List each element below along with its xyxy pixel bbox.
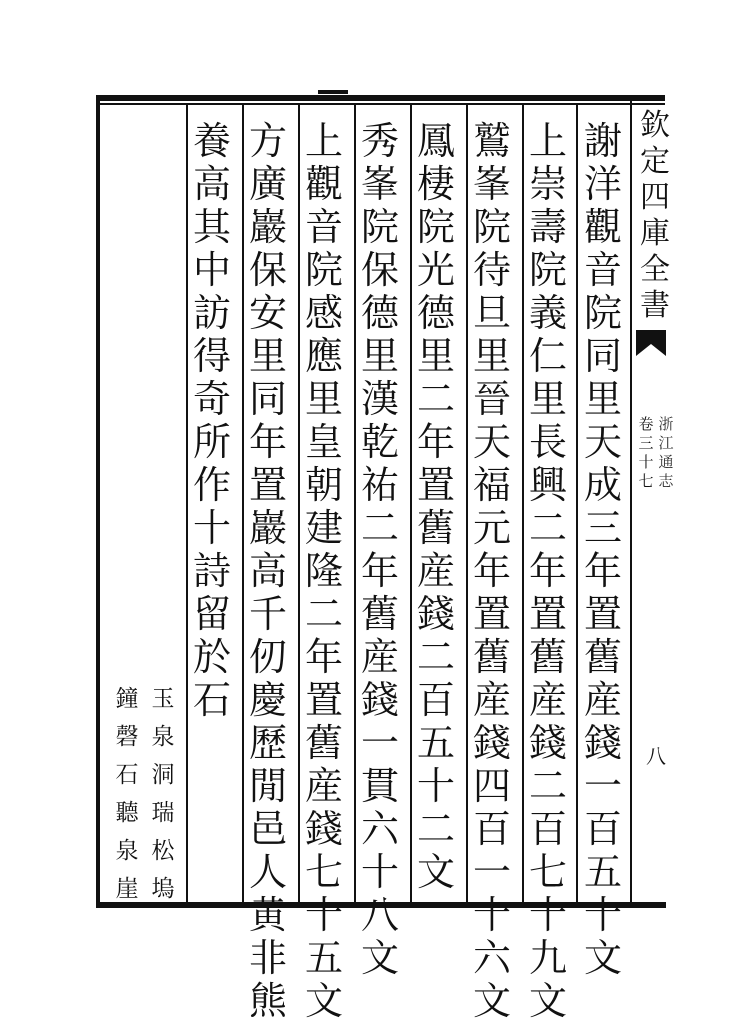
- text-column-4: [414, 120, 458, 894]
- character: 福: [472, 463, 511, 507]
- character: 定: [640, 144, 670, 179]
- character: 棲: [416, 162, 455, 206]
- text-column-1: [581, 120, 625, 980]
- character: 建: [304, 506, 343, 550]
- character: 文: [416, 850, 455, 894]
- character: 石: [115, 762, 139, 788]
- character: 磬: [115, 724, 139, 750]
- character: 祐: [360, 463, 399, 507]
- character: 文: [304, 979, 343, 1023]
- text-column-2: [526, 120, 570, 1023]
- character: 得: [192, 334, 231, 378]
- character: 峯: [360, 162, 399, 206]
- character: 一: [583, 764, 622, 808]
- character: 十: [583, 893, 622, 937]
- character: 産: [583, 678, 622, 722]
- character: 於: [192, 635, 231, 679]
- character: 八: [360, 893, 399, 937]
- text-column-3: [470, 120, 514, 1023]
- character: 漢: [360, 377, 399, 421]
- fishtail-mark-icon: [636, 330, 666, 360]
- character: 中: [192, 248, 231, 292]
- character: 洞: [151, 762, 175, 788]
- character: 崇: [528, 162, 567, 206]
- character: 安: [248, 291, 287, 335]
- character: 年: [360, 549, 399, 593]
- character: 二: [360, 506, 399, 550]
- character: 同: [248, 377, 287, 421]
- character: 院: [472, 205, 511, 249]
- character: 朝: [304, 463, 343, 507]
- character: 旦: [472, 291, 511, 335]
- character: 年: [416, 420, 455, 464]
- character: 松: [151, 838, 175, 864]
- character: 十: [416, 764, 455, 808]
- character: 觀: [304, 162, 343, 206]
- frame-top-border: [100, 95, 665, 101]
- character: 留: [192, 592, 231, 636]
- book-subtitle: [656, 415, 676, 491]
- character: 方: [248, 119, 287, 163]
- column-divider: [186, 103, 188, 903]
- character: 光: [416, 248, 455, 292]
- character: 十: [472, 893, 511, 937]
- character: 十: [360, 850, 399, 894]
- character: 義: [528, 291, 567, 335]
- character: 里: [416, 334, 455, 378]
- character: 成: [583, 463, 622, 507]
- character: 置: [248, 463, 287, 507]
- character: 興: [528, 463, 567, 507]
- character: 崖: [115, 876, 139, 902]
- character: 作: [192, 463, 231, 507]
- character: 二: [528, 764, 567, 808]
- character: 詩: [192, 549, 231, 593]
- character: 待: [472, 248, 511, 292]
- text-column-5: [358, 120, 402, 980]
- character: 七: [528, 850, 567, 894]
- character: 舊: [583, 635, 622, 679]
- character: 年: [248, 420, 287, 464]
- character: 壽: [528, 205, 567, 249]
- character: 錢: [583, 721, 622, 765]
- character: 庫: [640, 216, 670, 251]
- character: 四: [640, 180, 670, 215]
- character: 産: [360, 635, 399, 679]
- character: 舊: [472, 635, 511, 679]
- character: 保: [360, 248, 399, 292]
- character: 聽: [115, 800, 139, 826]
- character: 産: [304, 764, 343, 808]
- character: 長: [528, 420, 567, 464]
- character: 高: [192, 162, 231, 206]
- margin-rule: [630, 100, 632, 906]
- character: 閒: [248, 764, 287, 808]
- column-divider: [522, 103, 524, 903]
- character: 舊: [528, 635, 567, 679]
- character: 上: [528, 119, 567, 163]
- character: 卷: [638, 415, 654, 433]
- character: 二: [528, 506, 567, 550]
- character: 院: [528, 248, 567, 292]
- character: 百: [528, 807, 567, 851]
- character: 志: [658, 472, 674, 490]
- character: 錢: [472, 721, 511, 765]
- character: 德: [360, 291, 399, 335]
- column-divider: [576, 103, 578, 903]
- text-column-8: [190, 120, 234, 722]
- character: 百: [472, 807, 511, 851]
- character: 峯: [472, 162, 511, 206]
- character: 百: [416, 678, 455, 722]
- character: 十: [304, 893, 343, 937]
- character: 皇: [304, 420, 343, 464]
- text-column-7: [246, 120, 290, 1023]
- character: 洋: [583, 162, 622, 206]
- character: 十: [528, 893, 567, 937]
- character: 德: [416, 291, 455, 335]
- annotation-line-2: [112, 680, 142, 908]
- character: 泉: [151, 724, 175, 750]
- character: 六: [360, 807, 399, 851]
- character: 奇: [192, 377, 231, 421]
- column-divider: [410, 103, 412, 903]
- character: 仞: [248, 635, 287, 679]
- character: 鳳: [416, 119, 455, 163]
- character: 二: [416, 635, 455, 679]
- character: 里: [248, 334, 287, 378]
- character: 置: [583, 592, 622, 636]
- character: 天: [472, 420, 511, 464]
- column-divider: [354, 103, 356, 903]
- character: 置: [416, 463, 455, 507]
- character: 百: [583, 807, 622, 851]
- character: 置: [304, 678, 343, 722]
- character: 塢: [151, 876, 175, 902]
- character: 舊: [416, 506, 455, 550]
- character: 千: [248, 592, 287, 636]
- character: 錢: [528, 721, 567, 765]
- character: 二: [416, 807, 455, 851]
- character: 七: [638, 472, 654, 490]
- character: 産: [528, 678, 567, 722]
- character: 院: [583, 291, 622, 335]
- character: 三: [583, 506, 622, 550]
- character: 四: [472, 764, 511, 808]
- character: 文: [472, 979, 511, 1023]
- character: 巖: [248, 205, 287, 249]
- character: 十: [638, 453, 654, 471]
- character: 文: [528, 979, 567, 1023]
- character: 二: [416, 377, 455, 421]
- character: 通: [658, 453, 674, 471]
- character: 里: [304, 377, 343, 421]
- character: 錢: [360, 678, 399, 722]
- character: 仁: [528, 334, 567, 378]
- character: 産: [472, 678, 511, 722]
- character: 五: [416, 721, 455, 765]
- character: 巖: [248, 506, 287, 550]
- character: 感: [304, 291, 343, 335]
- character: 七: [304, 850, 343, 894]
- character: 舊: [304, 721, 343, 765]
- character: 里: [360, 334, 399, 378]
- character: 院: [304, 248, 343, 292]
- character: 浙: [658, 415, 674, 433]
- character: 元: [472, 506, 511, 550]
- character: 年: [583, 549, 622, 593]
- character: 江: [658, 434, 674, 452]
- character: 其: [192, 205, 231, 249]
- character: 六: [472, 936, 511, 980]
- text-column-6: [302, 120, 346, 1023]
- character: 歷: [248, 721, 287, 765]
- character: 石: [192, 678, 231, 722]
- frame-top-inner-border: [100, 103, 665, 105]
- frame-left-border: [96, 95, 100, 908]
- character: 舊: [360, 592, 399, 636]
- character: 産: [416, 549, 455, 593]
- character: 天: [583, 420, 622, 464]
- character: 一: [472, 850, 511, 894]
- character: 泉: [115, 838, 139, 864]
- character: 黄: [248, 893, 287, 937]
- character: 里: [528, 377, 567, 421]
- character: 同: [583, 334, 622, 378]
- character: 上: [304, 119, 343, 163]
- character: 鐘: [115, 686, 139, 712]
- character: 高: [248, 549, 287, 593]
- character: 貫: [360, 764, 399, 808]
- column-divider: [242, 103, 244, 903]
- character: 養: [192, 119, 231, 163]
- character: 人: [248, 850, 287, 894]
- character: 應: [304, 334, 343, 378]
- character: 年: [528, 549, 567, 593]
- character: 一: [360, 721, 399, 765]
- character: 鷲: [472, 119, 511, 163]
- character: 置: [472, 592, 511, 636]
- character: 觀: [583, 205, 622, 249]
- character: 五: [304, 936, 343, 980]
- character: 年: [304, 635, 343, 679]
- character: 訪: [192, 291, 231, 335]
- character: 置: [528, 592, 567, 636]
- character: 瑞: [151, 800, 175, 826]
- column-divider: [466, 103, 468, 903]
- character: 九: [528, 936, 567, 980]
- character: 音: [304, 205, 343, 249]
- character: 錢: [416, 592, 455, 636]
- ink-blot: [318, 90, 348, 94]
- character: 所: [192, 420, 231, 464]
- character: 廣: [248, 162, 287, 206]
- character: 二: [304, 592, 343, 636]
- character: 錢: [304, 807, 343, 851]
- character: 文: [360, 936, 399, 980]
- character: 邑: [248, 807, 287, 851]
- character: 保: [248, 248, 287, 292]
- character: 十: [192, 506, 231, 550]
- book-title: [634, 108, 676, 324]
- character: 書: [640, 288, 670, 323]
- character: 五: [583, 850, 622, 894]
- character: 里: [583, 377, 622, 421]
- character: 秀: [360, 119, 399, 163]
- character: 三: [638, 434, 654, 452]
- character: 里: [472, 334, 511, 378]
- character: 院: [416, 205, 455, 249]
- character: 全: [640, 252, 670, 287]
- character: 院: [360, 205, 399, 249]
- juan-number: [636, 415, 656, 491]
- character: 慶: [248, 678, 287, 722]
- character: 乾: [360, 420, 399, 464]
- character: 隆: [304, 549, 343, 593]
- character: 玉: [151, 686, 175, 712]
- annotation-line-1: [148, 680, 178, 908]
- character: 熊: [248, 979, 287, 1023]
- character: 晉: [472, 377, 511, 421]
- character: 非: [248, 936, 287, 980]
- column-divider: [298, 103, 300, 903]
- character: 文: [583, 936, 622, 980]
- character: 欽: [640, 108, 670, 143]
- character: 年: [472, 549, 511, 593]
- character: 音: [583, 248, 622, 292]
- page-number: 八: [646, 744, 666, 768]
- character: 謝: [583, 119, 622, 163]
